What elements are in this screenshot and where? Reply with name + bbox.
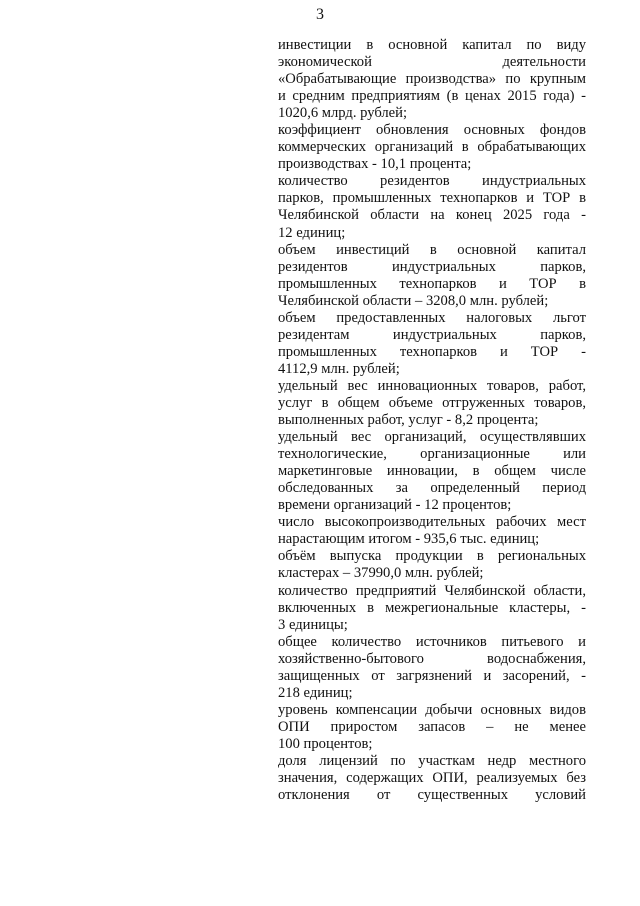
paragraph — [278, 548, 586, 582]
paragraph — [278, 242, 586, 310]
paragraph — [278, 122, 586, 173]
text-line: промышленных технопарков и ТОР в — [278, 275, 586, 292]
page-number: 3 — [316, 6, 324, 23]
text-line: 4112,9 млн. рублей; — [278, 360, 400, 377]
text-line: количество предприятий Челябинской области, — [278, 582, 586, 599]
text-line: объём выпуска продукции в региональных — [278, 548, 586, 565]
paragraph — [278, 753, 586, 804]
text-line: услуг в общем объеме отгруженных товаров, — [278, 394, 586, 411]
text-line: защищенных от загрязнений и засорений, - — [278, 667, 586, 684]
text-line: значения, содержащих ОПИ, реализуемых без — [278, 770, 586, 787]
text-line: хозяйственно-бытового водоснабжения, — [278, 650, 586, 667]
text-line: резидентам индустриальных парков, — [278, 326, 586, 343]
text-line: 1020,6 млрд. рублей; — [278, 105, 408, 122]
paragraph — [278, 583, 586, 634]
text-line: «Обрабатывающие производства» по крупным — [278, 71, 586, 88]
text-line: нарастающим итогом - 935,6 тыс. единиц; — [278, 531, 540, 548]
text-line: маркетинговые инновации, в общем числе — [278, 463, 586, 480]
text-line: 218 единиц; — [278, 684, 353, 701]
paragraph — [278, 310, 586, 378]
text-line: объем предоставленных налоговых льгот — [278, 309, 586, 326]
text-line: Челябинской области – 3208,0 млн. рублей; — [278, 292, 549, 309]
paragraph — [278, 514, 586, 548]
text-line: коммерческих организаций в обрабатывающих — [278, 139, 586, 156]
paragraph — [278, 173, 586, 241]
text-line: доля лицензий по участкам недр местного — [278, 752, 586, 769]
text-line: удельный вес организаций, осуществлявших — [278, 429, 586, 446]
text-line: и средним предприятиям (в ценах 2015 года) - — [278, 88, 586, 105]
text-line: общее количество источников питьевого и — [278, 633, 586, 650]
paragraph — [278, 429, 586, 514]
paragraph — [278, 378, 586, 429]
text-line: 3 единицы; — [278, 616, 348, 633]
text-line: кластерах – 37990,0 млн. рублей; — [278, 565, 484, 582]
text-line: парков, промышленных технопарков и ТОР в — [278, 190, 586, 207]
text-line: производствах - 10,1 процента; — [278, 156, 472, 173]
text-line: времени организаций - 12 процентов; — [278, 497, 512, 514]
text-line: 100 процентов; — [278, 735, 373, 752]
text-line: Челябинской области на конец 2025 года - — [278, 207, 586, 224]
paragraph — [278, 37, 586, 122]
document-body — [278, 37, 586, 804]
text-line: экономической деятельности — [278, 54, 586, 71]
text-line: резидентов индустриальных парков, — [278, 258, 586, 275]
text-line: отклонения от существенных условий — [278, 787, 586, 804]
text-line: технологические, организационные или — [278, 446, 586, 463]
text-line: 12 единиц; — [278, 224, 346, 241]
text-line: число высокопроизводительных рабочих мест — [278, 514, 586, 531]
text-line: инвестиции в основной капитал по виду — [278, 37, 586, 53]
text-line: выполненных работ, услуг - 8,2 процента; — [278, 412, 539, 429]
text-line: коэффициент обновления основных фондов — [278, 122, 586, 139]
text-line: количество резидентов индустриальных — [278, 173, 586, 190]
text-line: объем инвестиций в основной капитал — [278, 241, 586, 258]
text-line: промышленных технопарков и ТОР - — [278, 343, 586, 360]
text-line: удельный вес инновационных товаров, работ, — [278, 377, 586, 394]
paragraph — [278, 702, 586, 753]
text-line: ОПИ приростом запасов – не менее — [278, 718, 586, 735]
text-line: уровень компенсации добычи основных видов — [278, 701, 586, 718]
text-line: обследованных за определенный период — [278, 480, 586, 497]
paragraph — [278, 634, 586, 702]
text-line: включенных в межрегиональные кластеры, - — [278, 599, 586, 616]
